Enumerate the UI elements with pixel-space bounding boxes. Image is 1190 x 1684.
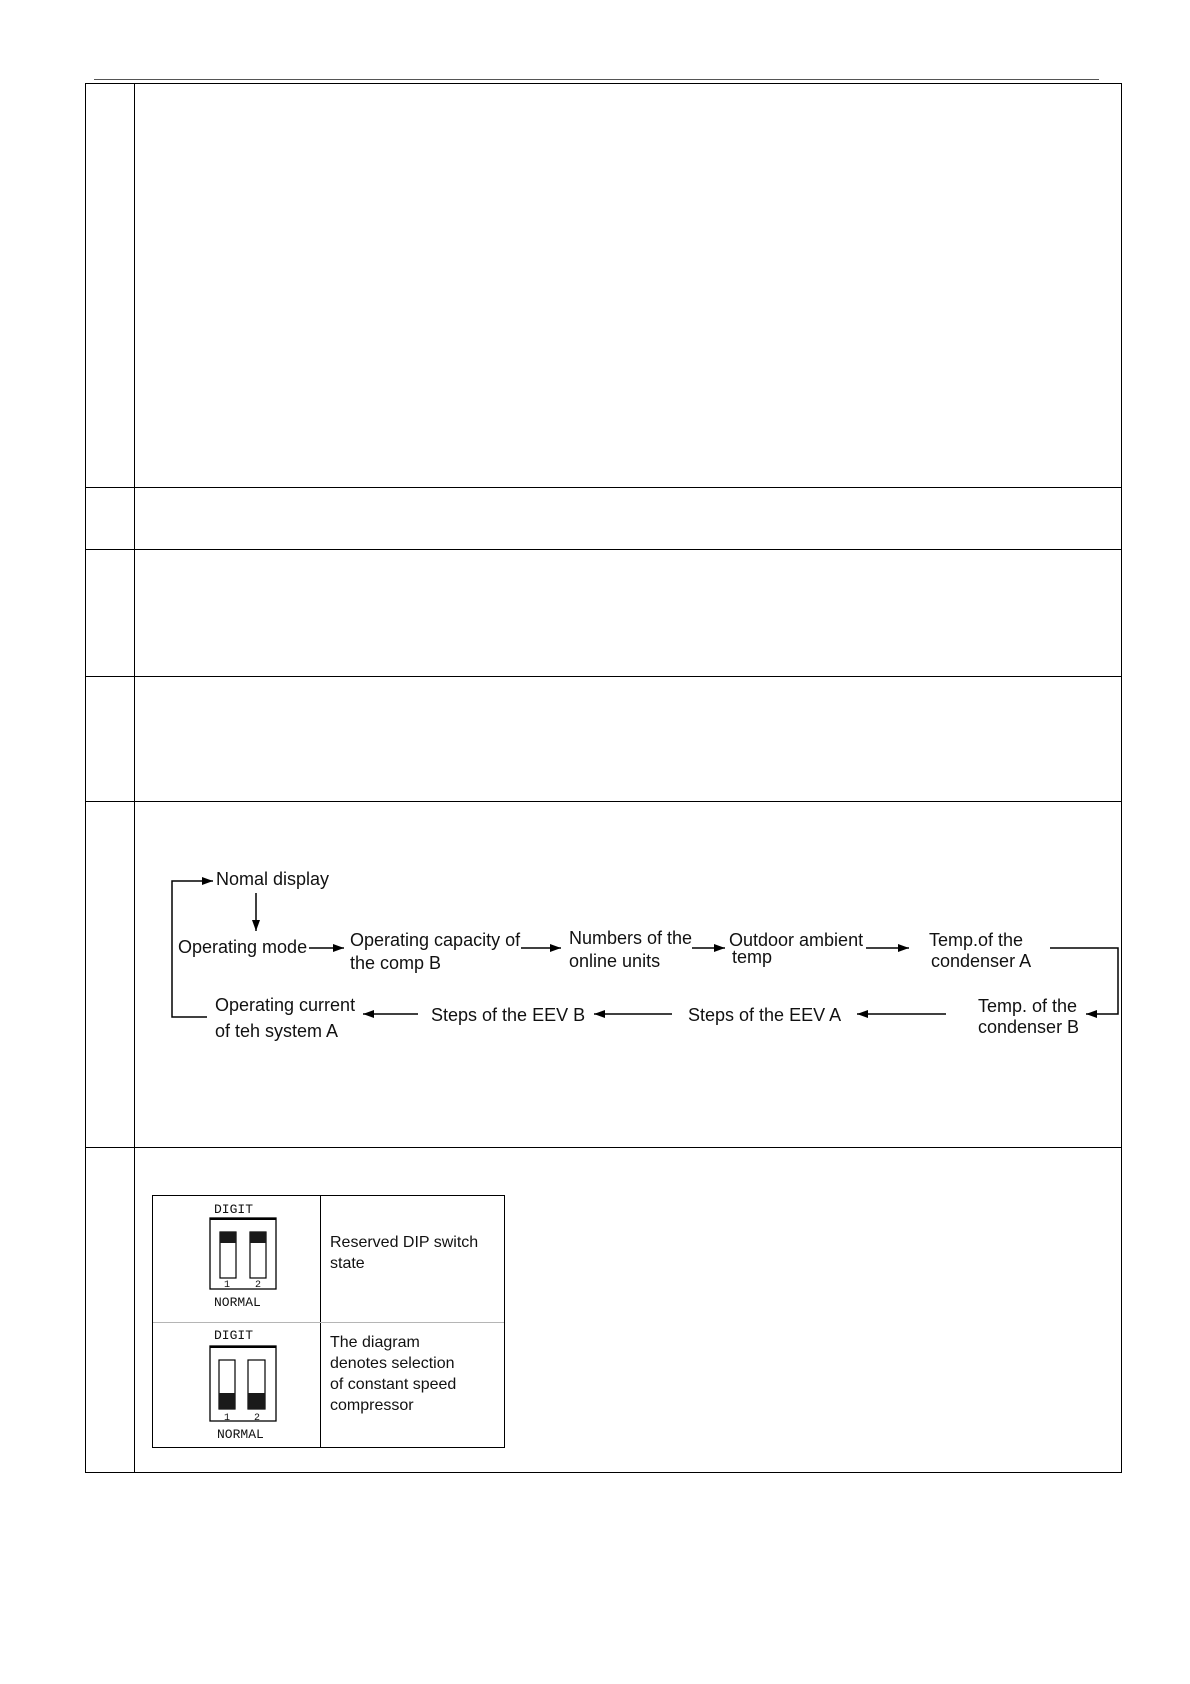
system-a-current-label-line-1: Operating current — [215, 995, 356, 1015]
dip-switch-1-graphic — [153, 1196, 320, 1322]
dip-switch-1-knob-1 — [220, 1232, 236, 1243]
dip-switch-1-top-label: DIGIT — [214, 1202, 254, 1217]
dip-switch-row-2 — [153, 1322, 504, 1447]
description-line: of constant speed — [330, 1376, 457, 1393]
dip-switch-row-1 — [153, 1196, 504, 1322]
dip-switch-row-1-description-cell — [321, 1196, 504, 1322]
dip-switch-1-knob-2 — [250, 1232, 266, 1243]
dip-switch-1-number-1: 1 — [223, 1280, 231, 1291]
dip-switch-row-1-description — [330, 1232, 478, 1274]
row-6-number-cell — [86, 1148, 135, 1472]
dip-switch-2-top-label: DIGIT — [214, 1328, 254, 1343]
description-line: compressor — [330, 1397, 414, 1414]
display-sequence-flow-diagram — [135, 802, 1121, 1147]
description-line: The diagram — [330, 1334, 420, 1351]
outdoor-ambient-label-line-2: temp — [732, 947, 773, 967]
dip-switch-2-number-2: 2 — [253, 1413, 261, 1424]
row-6-content-cell — [135, 1148, 1121, 1472]
dip-switch-1-number-2: 2 — [254, 1280, 262, 1291]
dip-switch-2-knob-1 — [219, 1393, 235, 1409]
row-1-content-cell — [135, 84, 1121, 487]
condenser-b-label-line-1: Temp. of the — [978, 996, 1078, 1016]
eev-a-steps-label: Steps of the EEV A — [688, 1005, 842, 1025]
dip-switch-row-1-graphic-cell — [153, 1196, 321, 1322]
dip-switch-1-bottom-label: NORMAL — [214, 1295, 261, 1310]
dip-switch-row-2-description — [330, 1332, 456, 1416]
dip-switch-row-2-description-cell — [321, 1323, 504, 1447]
condenser-a-label-line-1: Temp.of the — [929, 930, 1024, 950]
condenser-b-label-line-2: condenser B — [978, 1017, 1080, 1037]
operating-mode-label: Operating mode — [178, 937, 308, 957]
parameter-table — [85, 83, 1122, 1473]
eev-b-steps-label: Steps of the EEV B — [431, 1005, 586, 1025]
row-4-number-cell — [86, 677, 135, 801]
dip-switch-table — [152, 1195, 505, 1448]
description-line: Reserved DIP switch — [330, 1234, 479, 1251]
capacity-comp-b-label-line-1: Operating capacity of — [350, 930, 521, 950]
capacity-comp-b-label-line-2: the comp B — [350, 953, 442, 973]
table-row-5 — [86, 801, 1121, 1147]
condenser-a-label-line-2: condenser A — [931, 951, 1032, 971]
table-row-2 — [86, 487, 1121, 549]
table-row-4 — [86, 676, 1121, 801]
description-line: state — [330, 1255, 365, 1272]
row-5-content-cell — [135, 802, 1121, 1147]
row-3-content-cell — [135, 550, 1121, 676]
dip-switch-2-bottom-label: NORMAL — [217, 1427, 264, 1442]
online-units-label-line-2: online units — [569, 951, 661, 971]
row-4-content-cell — [135, 677, 1121, 801]
row-2-content-cell — [135, 488, 1121, 549]
system-a-current-label-line-2: of teh system A — [215, 1021, 339, 1041]
online-units-label-line-1: Numbers of the — [569, 928, 693, 948]
row-1-number-cell — [86, 84, 135, 487]
row-3-number-cell — [86, 550, 135, 676]
page-header-rule — [94, 79, 1099, 80]
outdoor-ambient-label-line-1: Outdoor ambient — [729, 930, 864, 950]
row-2-number-cell — [86, 488, 135, 549]
normal-display-label: Nomal display — [216, 869, 330, 889]
dip-switch-row-2-graphic-cell — [153, 1323, 321, 1447]
dip-switch-2-number-1: 1 — [223, 1413, 231, 1424]
table-row-6 — [86, 1147, 1121, 1472]
row-5-number-cell — [86, 802, 135, 1147]
description-line: denotes selection — [330, 1355, 455, 1372]
table-row-1 — [86, 84, 1121, 487]
dip-switch-2-graphic — [153, 1323, 320, 1447]
dip-switch-2-knob-2 — [248, 1393, 265, 1409]
table-row-3 — [86, 549, 1121, 676]
